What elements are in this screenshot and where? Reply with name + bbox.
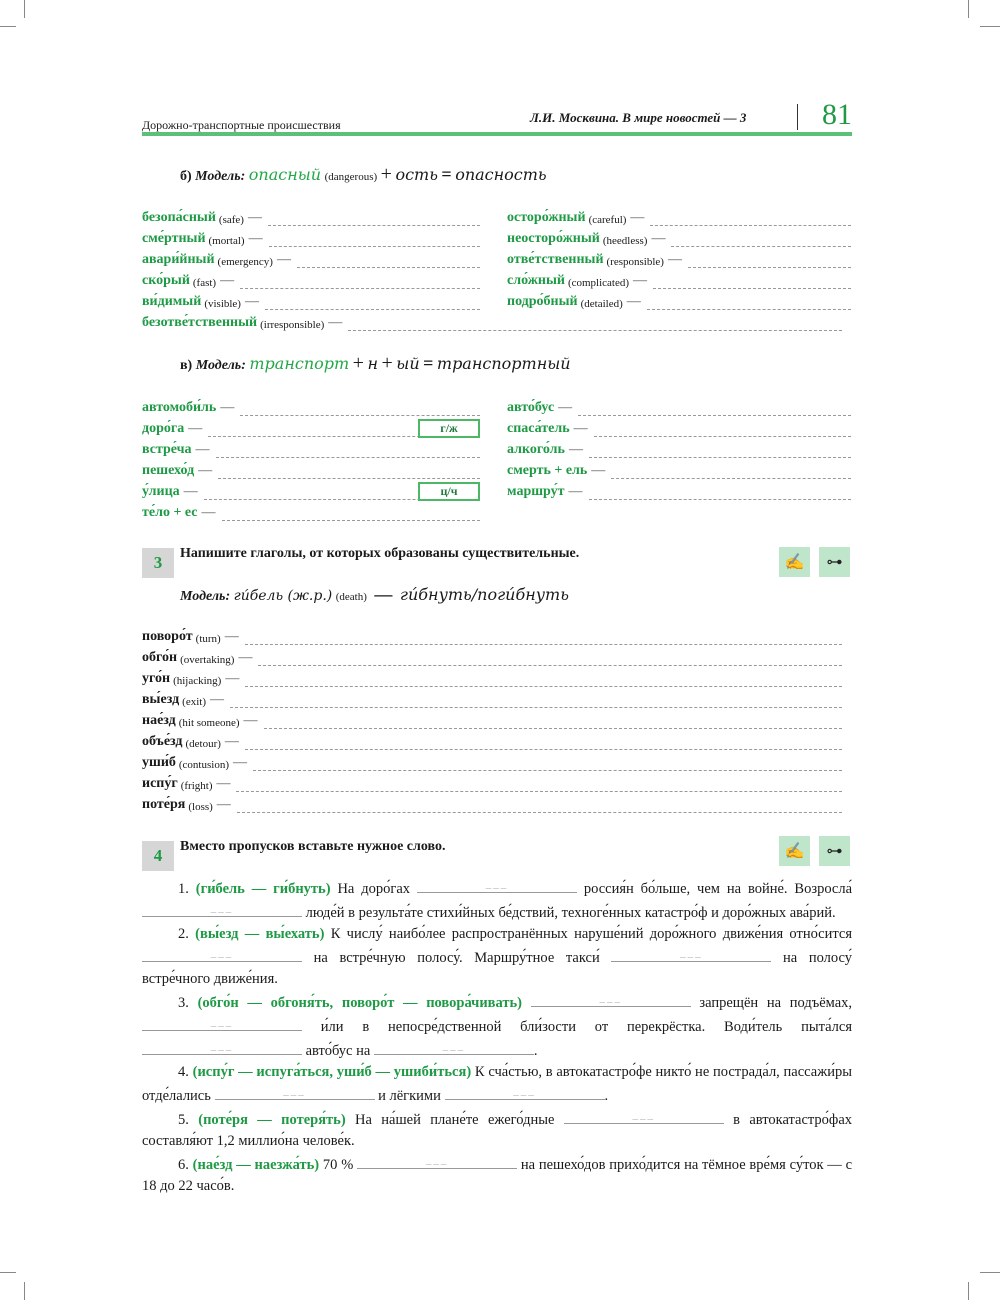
- exercise-number: 3: [142, 548, 174, 578]
- exercise-sentence: [142, 876, 852, 924]
- word: у́лица: [142, 484, 180, 499]
- word: пешехо́д: [142, 463, 195, 478]
- dash: —: [210, 692, 224, 707]
- word: алкого́ль: [507, 442, 565, 457]
- answer-line[interactable]: [258, 653, 842, 666]
- answer-line[interactable]: [218, 466, 480, 479]
- word: сме́ртный: [142, 231, 206, 246]
- item-number: 6.: [178, 1157, 193, 1173]
- word: смерть + ель: [507, 463, 588, 478]
- answer-line[interactable]: [245, 632, 842, 645]
- answer-line[interactable]: [253, 758, 842, 771]
- answer-blank[interactable]: ___: [142, 900, 302, 917]
- dash: —: [568, 442, 583, 457]
- exercise-row: [142, 795, 842, 813]
- crop-mark: [968, 0, 969, 18]
- answer-line[interactable]: [204, 484, 480, 500]
- answer-line[interactable]: [240, 276, 480, 289]
- dash: —: [183, 484, 198, 499]
- answer-line[interactable]: [268, 213, 480, 226]
- word-pair-hint: (ги́бель — ги́бнуть): [195, 881, 331, 897]
- page-number: 81: [822, 98, 852, 131]
- key-icon[interactable]: ⊶: [819, 547, 850, 577]
- word: спаса́тель: [507, 421, 570, 436]
- sentence-text: россия́н бо́льше, чем на войне́. Возросла́: [576, 881, 853, 897]
- item-number: 3.: [178, 995, 198, 1011]
- word: маршру́т: [507, 484, 565, 499]
- answer-blank[interactable]: ___: [142, 945, 302, 962]
- crop-mark: [980, 1272, 1000, 1273]
- word: доро́га: [142, 421, 185, 436]
- answer-line[interactable]: [265, 297, 480, 310]
- crop-mark: [0, 26, 16, 27]
- english-gloss: (irresponsible): [260, 319, 325, 331]
- word: сло́жный: [507, 273, 565, 288]
- exercise-row: [507, 398, 851, 416]
- dash: —: [667, 252, 682, 267]
- answer-line[interactable]: [688, 255, 851, 268]
- answer-blank[interactable]: ___: [374, 1038, 534, 1055]
- word-pair-hint: (обго́н — обгоня́ть, поворо́т — повора́чивать): [197, 995, 523, 1011]
- dash: —: [247, 210, 262, 225]
- answer-line[interactable]: [650, 213, 851, 226]
- model-dash: —: [374, 584, 393, 604]
- model-result: опасность: [455, 165, 547, 184]
- exercise-row: [142, 440, 480, 458]
- sentence-text: и́ли в непосре́дственной бли́зости от перекрёстка. Води́тель пыта́лся: [302, 1019, 852, 1035]
- answer-line[interactable]: [236, 779, 842, 792]
- english-gloss: (heedless): [602, 235, 648, 247]
- word: неосторо́жный: [507, 231, 600, 246]
- crop-mark: [24, 1282, 25, 1300]
- english-gloss: (fright): [180, 780, 213, 792]
- model-label: Модель:: [195, 358, 246, 373]
- exercise-row: [142, 774, 842, 792]
- english-gloss: (hit someone): [178, 717, 240, 729]
- word-pair-hint: (нае́зд — наезжа́ть): [192, 1157, 320, 1173]
- exercise-row: [507, 482, 851, 500]
- answer-blank[interactable]: ___: [564, 1107, 724, 1124]
- answer-blank[interactable]: ___: [611, 945, 771, 962]
- answer-line[interactable]: [245, 737, 842, 750]
- exercise-row: [142, 229, 480, 247]
- exercise-row: [507, 461, 851, 479]
- crop-mark: [24, 0, 25, 18]
- plus-sign: +: [352, 352, 364, 374]
- exercise-row: [142, 419, 480, 437]
- english-gloss: (visible): [204, 298, 241, 310]
- exercise-sentence: [142, 990, 852, 1062]
- exercise-row: [507, 440, 851, 458]
- header-separator: [797, 104, 798, 130]
- english-gloss: (hijacking): [173, 675, 222, 687]
- word: безотве́тственный: [142, 315, 258, 330]
- dash: —: [225, 671, 240, 686]
- answer-line[interactable]: [297, 255, 480, 268]
- word: ско́рый: [142, 273, 190, 288]
- word: поворо́т: [142, 629, 193, 644]
- answer-line[interactable]: [222, 508, 480, 521]
- answer-blank[interactable]: ___: [215, 1083, 375, 1100]
- running-book-title: Л.И. Москвина. В мире новостей — 3: [530, 110, 747, 125]
- dash: —: [188, 421, 203, 436]
- equals-sign: =: [441, 164, 452, 184]
- dash: —: [198, 463, 213, 478]
- exercise-row: [142, 292, 480, 310]
- answer-line[interactable]: [216, 445, 480, 458]
- word: поте́ря: [142, 797, 186, 812]
- exercise4-text: [142, 876, 852, 1197]
- english-gloss: (mortal): [208, 235, 245, 247]
- exercise-row: [142, 648, 842, 666]
- answer-blank[interactable]: ___: [445, 1083, 605, 1100]
- dash: —: [224, 734, 239, 749]
- word: автомоби́ль: [142, 400, 217, 415]
- exercise-row: [142, 753, 842, 771]
- dash: —: [558, 400, 573, 415]
- sentence-text: люде́й в результа́те стихи́йных бе́дствий, техноге́нных катастро́ф и доро́жных ава́рий.: [302, 905, 836, 921]
- dash: —: [633, 273, 648, 288]
- answer-line[interactable]: [208, 421, 480, 437]
- sentence-text: 70 %: [319, 1157, 354, 1173]
- exercise-task: Вместо пропусков вставьте нужное слово.: [180, 839, 446, 854]
- exercise-sentence: [142, 924, 852, 990]
- sentence-text: на встре́чную полосу́. Маршру́тное такси́: [302, 950, 600, 966]
- word: объе́зд: [142, 734, 183, 749]
- exercise-row: [142, 313, 842, 331]
- dash: —: [216, 797, 231, 812]
- dash: —: [195, 442, 210, 457]
- exercise-sentence: [142, 1062, 852, 1107]
- dash: —: [244, 294, 259, 309]
- word: авто́бус: [507, 400, 555, 415]
- key-icon[interactable]: ⊶: [819, 836, 850, 866]
- dash: —: [328, 315, 343, 330]
- sentence-text: на полосу́ встре́чного движе́ния.: [142, 950, 853, 987]
- crop-mark: [0, 1272, 16, 1273]
- exercise-row: [142, 627, 842, 645]
- english-gloss: (fast): [192, 277, 217, 289]
- english-gloss: (careful): [588, 214, 627, 226]
- crop-mark: [980, 26, 1000, 27]
- model-label: Модель:: [180, 589, 231, 604]
- exercise-row: [142, 711, 842, 729]
- model-suffix: н: [367, 354, 378, 373]
- exercise-row: [507, 271, 851, 289]
- answer-line[interactable]: [589, 445, 851, 458]
- answer-line[interactable]: [240, 403, 480, 416]
- exercise-row: [142, 208, 480, 226]
- exercise-row: [507, 419, 851, 437]
- word-pair-hint: (поте́ря — потеря́ть): [198, 1112, 346, 1128]
- answer-line[interactable]: [348, 318, 842, 331]
- answer-blank[interactable]: ___: [142, 1014, 302, 1031]
- exercise3-model: [180, 584, 569, 605]
- word: уши́б: [142, 755, 176, 770]
- dash: —: [573, 421, 588, 436]
- exercise-row: [507, 292, 851, 310]
- sentence-text: на пешехо́дов прихо́дится на тёмное вре́мя су́ток — с 18 до 22 часо́в.: [142, 1157, 853, 1194]
- word: встре́ча: [142, 442, 192, 457]
- word: ви́димый: [142, 294, 202, 309]
- item-number: 4.: [178, 1064, 193, 1080]
- answer-line[interactable]: [264, 716, 842, 729]
- word-pair-hint: (испу́г — испуга́ться, уши́б — ушиби́ться): [192, 1064, 472, 1080]
- word: обго́н: [142, 650, 178, 665]
- exercise-row: [142, 271, 480, 289]
- english-gloss: (exit): [182, 696, 206, 708]
- english-gloss: (overtaking): [180, 654, 235, 666]
- sentence-text: К сча́стью, в автокатастро́фе никто́ не пострада́л, пассажи́ры отде́лались: [142, 1064, 853, 1104]
- sentence-text: авто́бус на: [302, 1043, 371, 1059]
- word: те́ло + ес: [142, 505, 198, 520]
- sentence-text: запрещён на подъёмах,: [690, 995, 853, 1011]
- english-gloss: (turn): [195, 633, 221, 645]
- sentence-text: .: [604, 1088, 609, 1104]
- english-gloss: (detailed): [580, 298, 623, 310]
- model-stem: опасный: [248, 165, 322, 184]
- answer-blank[interactable]: ___: [531, 990, 691, 1007]
- item-number: 2.: [178, 926, 196, 942]
- word: отве́тственный: [507, 252, 604, 267]
- model-suffix: ость: [395, 165, 438, 184]
- running-section-title: Дорожно-транспортные происшествия: [142, 118, 341, 132]
- dash: —: [591, 463, 606, 478]
- exercise-row: [142, 732, 842, 750]
- answer-line[interactable]: [237, 800, 842, 813]
- dash: —: [220, 400, 235, 415]
- word: испу́г: [142, 776, 178, 791]
- word: авари́йный: [142, 252, 215, 267]
- english-gloss: (loss): [188, 801, 213, 813]
- part-label: б): [180, 169, 192, 184]
- plus-sign: +: [380, 163, 392, 185]
- item-number: 5.: [178, 1112, 199, 1128]
- answer-line[interactable]: [589, 487, 851, 500]
- answer-line[interactable]: [269, 234, 480, 247]
- answer-line[interactable]: [245, 674, 842, 687]
- model-gloss: (death): [335, 591, 367, 603]
- english-gloss: (detour): [185, 738, 221, 750]
- word: вы́езд: [142, 692, 180, 707]
- exercise-sentence: [142, 1107, 852, 1152]
- answer-blank[interactable]: ___: [417, 876, 577, 893]
- exercise-row: [507, 229, 851, 247]
- word-pair-hint: (вы́езд — вы́ехать): [195, 926, 325, 942]
- exercise-task: Напишите глаголы, от которых образованы существительные.: [180, 546, 580, 561]
- exercise-row: [142, 461, 480, 479]
- model-result: ги́бнуть/поги́бнуть: [399, 585, 569, 604]
- model-word: ги́бель (ж.р.): [233, 588, 333, 604]
- item-number: 1.: [178, 881, 196, 897]
- dash: —: [201, 505, 216, 520]
- word: уго́н: [142, 671, 171, 686]
- sentence-text: К числу́ наибо́лее распространённых наруше́ний доро́жного движе́ния отно́сится: [324, 926, 853, 942]
- sentence-text: .: [533, 1043, 538, 1059]
- dash: —: [626, 294, 641, 309]
- english-gloss: (safe): [218, 214, 244, 226]
- exercise-row: [142, 669, 842, 687]
- exercise-row: [507, 250, 851, 268]
- english-gloss: (responsible): [606, 256, 664, 268]
- model-label: Модель:: [195, 169, 246, 184]
- english-gloss: (emergency): [217, 256, 273, 268]
- dash: —: [630, 210, 645, 225]
- pencil-icon[interactable]: ✍: [779, 547, 810, 577]
- dash: —: [243, 713, 258, 728]
- model-result: транспортный: [436, 354, 571, 373]
- answer-blank[interactable]: ___: [142, 1038, 302, 1055]
- dash: —: [224, 629, 239, 644]
- exercise-row: [142, 250, 480, 268]
- spelling-hint-box: ц/ч: [418, 482, 480, 501]
- crop-mark: [968, 1282, 969, 1300]
- model-gloss: (dangerous): [324, 171, 378, 183]
- answer-line[interactable]: [653, 276, 851, 289]
- sentence-text: в автокатастро́фах составля́ют 1,2 миллио́на челове́к.: [142, 1112, 853, 1149]
- exercise-sentence: [142, 1152, 852, 1197]
- dash: —: [233, 755, 247, 770]
- word: безопа́сный: [142, 210, 216, 225]
- english-gloss: (contusion): [178, 759, 229, 771]
- dash: —: [568, 484, 583, 499]
- answer-line[interactable]: [578, 403, 851, 416]
- answer-line[interactable]: [611, 466, 851, 479]
- sentence-text: и лёгкими: [374, 1088, 441, 1104]
- equals-sign: =: [423, 353, 434, 373]
- exercise-row: [142, 482, 480, 500]
- part-v-model: [180, 352, 571, 375]
- dash: —: [220, 273, 235, 288]
- exercise-row: [507, 208, 851, 226]
- answer-line[interactable]: [594, 424, 851, 437]
- model-stem: транспорт: [249, 354, 350, 373]
- part-label: в): [180, 358, 193, 373]
- english-gloss: (complicated): [567, 277, 630, 289]
- sentence-text: На доро́гах: [330, 881, 411, 897]
- word: нае́зд: [142, 713, 176, 728]
- dash: —: [216, 776, 231, 791]
- sentence-text: На на́шей плане́те ежего́дные: [345, 1112, 555, 1128]
- pencil-icon[interactable]: ✍: [779, 836, 810, 866]
- dash: —: [651, 231, 666, 246]
- answer-line[interactable]: [647, 297, 851, 310]
- exercise-number: 4: [142, 841, 174, 871]
- word: осторо́жный: [507, 210, 586, 225]
- answer-line[interactable]: [230, 695, 842, 708]
- answer-blank[interactable]: ___: [357, 1152, 517, 1169]
- plus-sign: +: [381, 352, 393, 374]
- word: подро́бный: [507, 294, 578, 309]
- exercise-row: [142, 398, 480, 416]
- part-b-model: [180, 163, 547, 186]
- dash: —: [276, 252, 291, 267]
- header-rule: [142, 132, 852, 136]
- exercise-row: [142, 690, 842, 708]
- dash: —: [238, 650, 253, 665]
- dash: —: [248, 231, 263, 246]
- answer-line[interactable]: [671, 234, 851, 247]
- model-suffix: ый: [396, 354, 420, 373]
- exercise-row: [142, 503, 480, 521]
- spelling-hint-box: г/ж: [418, 419, 480, 438]
